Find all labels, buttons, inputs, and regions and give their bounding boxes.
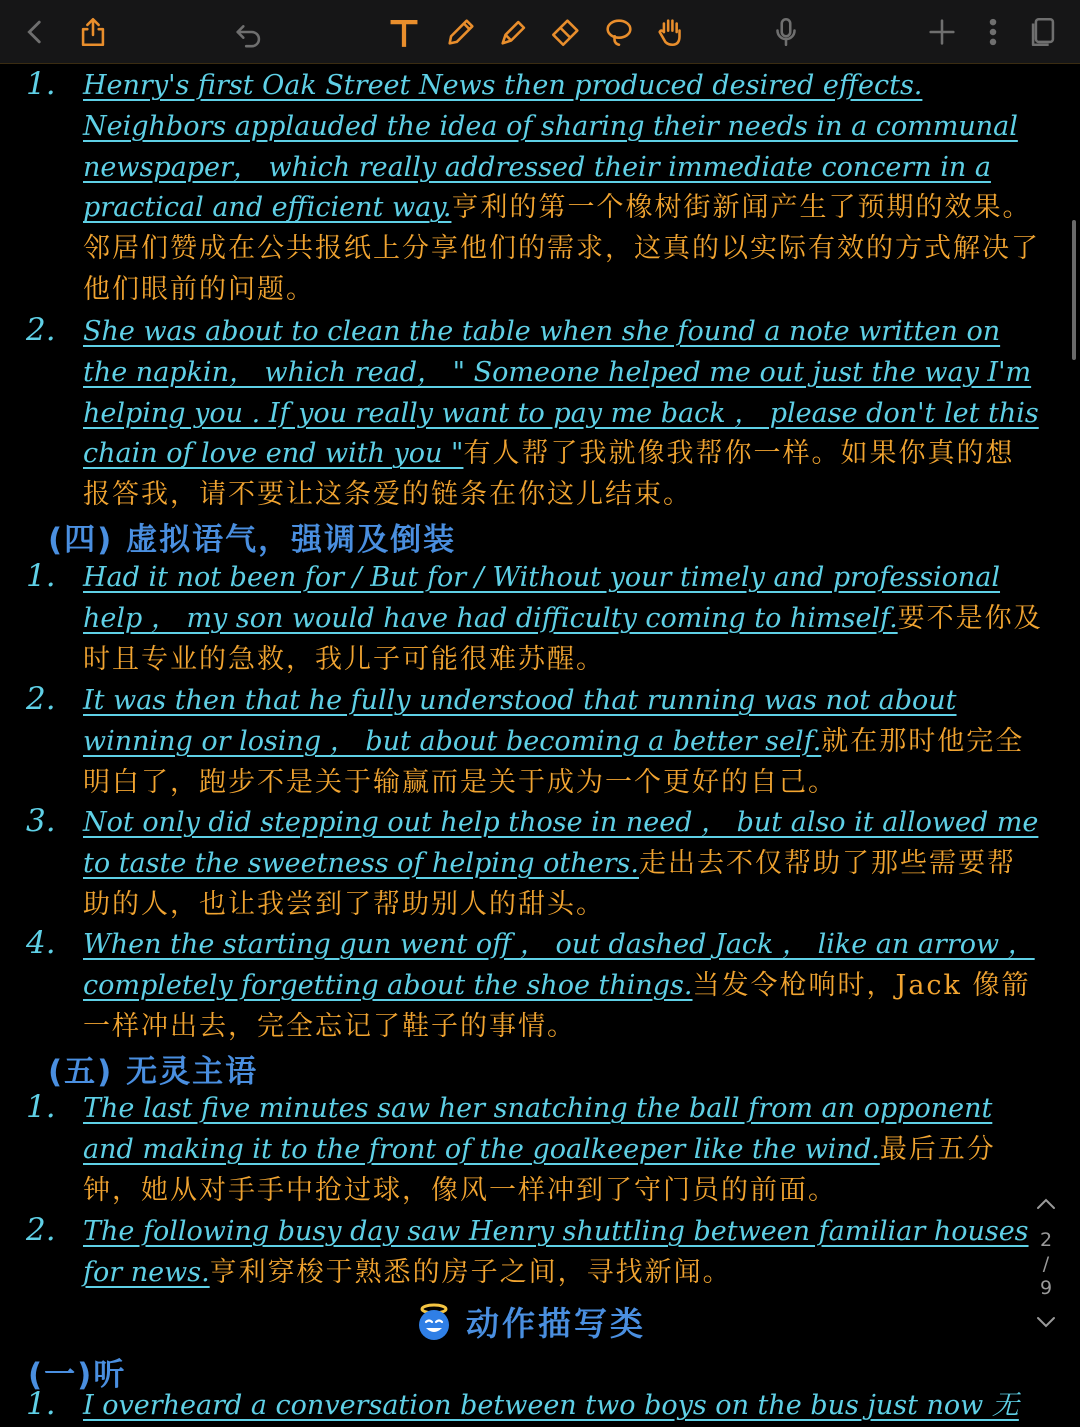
item-number: 2.: [26, 1212, 56, 1248]
pages-icon[interactable]: [1022, 11, 1064, 53]
item-text: [83, 1212, 1043, 1294]
page-indicator: [1026, 1228, 1066, 1300]
chinese-translation: 走出去不仅帮助了那些需要帮助的人，也让我尝到了帮助别人的甜头。: [83, 847, 1016, 920]
chinese-translation: 当发令枪响时，Jack 像箭一样冲出去，完全忘记了鞋子的事情。: [83, 969, 1031, 1042]
category-title: 动作描写类: [466, 1304, 646, 1343]
lasso-icon[interactable]: [598, 11, 640, 53]
chinese-translation: 要不是你及时且专业的急救，我儿子可能很难苏醒。: [83, 602, 1043, 675]
chinese-translation: 有人帮了我就像我帮你一样。如果你真的想报答我，请不要让这条爱的链条在你这儿结束。: [83, 438, 1015, 511]
page-separator: /: [1042, 1253, 1050, 1275]
page-total: 9: [1039, 1277, 1053, 1299]
english-sentence: The last five minutes saw her snatching the ball from an opponent and making it to the front of the goalkeeper like the wind.: [83, 1093, 993, 1165]
category-header: [0, 1298, 1060, 1346]
note-page: [0, 64, 1080, 1422]
add-icon[interactable]: [921, 11, 963, 53]
chinese-translation: 亨利的第一个橡树街新闻产生了预期的效果。邻居们赞成在公共报纸上分享他们的需求，这真的以实际有效的方式解决了他们眼前的问题。: [83, 192, 1040, 305]
item-number: 2.: [26, 312, 56, 348]
share-icon[interactable]: [72, 11, 114, 53]
undo-icon[interactable]: [228, 11, 270, 53]
item-text: [83, 1089, 1043, 1211]
english-sentence: The following busy day saw Henry shuttling between familiar houses for news.: [83, 1216, 1029, 1288]
more-icon[interactable]: [972, 11, 1014, 53]
sub-heading: (一)听: [28, 1357, 127, 1393]
english-sentence: She was about to clean the table when she found a note written on the napkin， which read， " Someone helped me out just the way I'm helping you . If you really want to pay me back ， please don't let this chain of love end with you ": [83, 316, 1039, 470]
item-text: [83, 558, 1043, 680]
section-heading: (四) 虚拟语气，强调及倒装: [48, 522, 457, 558]
item-number: 1.: [26, 66, 56, 102]
item-text: [83, 803, 1043, 925]
scrollbar[interactable]: [1072, 220, 1076, 360]
item-text: [83, 925, 1043, 1047]
chinese-translation: 就在那时他完全明白了，跑步不是关于输赢而是关于成为一个更好的自己。: [83, 725, 1025, 798]
hand-icon[interactable]: [650, 11, 692, 53]
section-heading: (五) 无灵主语: [48, 1054, 259, 1090]
back-icon[interactable]: [14, 11, 56, 53]
highlighter-icon[interactable]: [493, 11, 535, 53]
pen-icon[interactable]: [440, 11, 482, 53]
item-text: [83, 1386, 1043, 1427]
item-text: [83, 66, 1043, 311]
item-number: 3.: [26, 803, 56, 839]
item-number: 1.: [26, 558, 56, 594]
item-number: 1.: [26, 1089, 56, 1125]
page-current: 2: [1039, 1229, 1053, 1251]
english-sentence: Not only did stepping out help those in need ， but also it allowed me to taste the sweetness of helping others.: [83, 807, 1039, 879]
smiling-face-with-halo-icon: [414, 1302, 454, 1342]
english-sentence: Had it not been for / But for / Without your timely and professional help ， my son would have had difficulty coming to himself.: [83, 562, 1001, 634]
microphone-icon[interactable]: [765, 11, 807, 53]
text-tool-icon[interactable]: [383, 11, 425, 53]
english-sentence: It was then that he fully understood that running was not about winning or losing ， but about becoming a better self.: [83, 685, 957, 757]
item-text: [83, 681, 1043, 803]
toolbar: [0, 0, 1080, 64]
item-number: 1.: [26, 1386, 56, 1422]
english-sentence: Henry's first Oak Street News then produced desired effects. Neighbors applauded the idea of sharing their needs in a communal newspaper， which really addressed their immediate concern in a practical and efficient way.: [83, 70, 1018, 224]
item-text: [83, 312, 1043, 516]
page-down-icon[interactable]: [1032, 1312, 1060, 1332]
chinese-translation: 最后五分钟，她从对手手中抢过球，像风一样冲到了守门员的前面。: [83, 1133, 996, 1206]
english-sentence: I overheard a conversation between two boys on the bus just now 无: [83, 1390, 1019, 1421]
eraser-icon[interactable]: [545, 11, 587, 53]
page-up-icon[interactable]: [1032, 1194, 1060, 1214]
english-sentence: When the starting gun went off ， out dashed Jack ， like an arrow ， completely forgetting about the shoe things.: [83, 929, 1035, 1001]
item-number: 4.: [26, 925, 56, 961]
item-number: 2.: [26, 681, 56, 717]
chinese-translation: 亨利穿梭于熟悉的房子之间，寻找新闻。: [209, 1256, 732, 1288]
